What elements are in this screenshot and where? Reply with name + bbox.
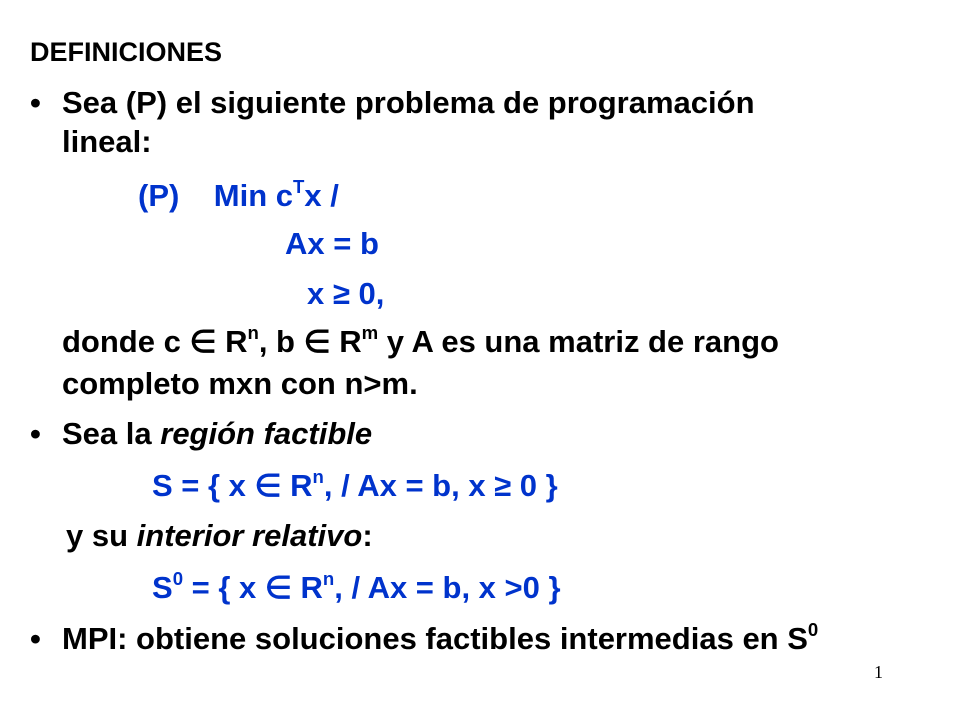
bullet-1-line-2: lineal: [62, 124, 152, 159]
formula-constraint-equality: Ax = b [285, 226, 379, 261]
bullet-1-line-1: Sea (P) el siguiente problema de programación [62, 85, 755, 120]
set-s0-sup-n: n [322, 567, 335, 589]
set-s-sup-n: n [312, 465, 324, 487]
bullet-2-prefix: Sea la [62, 416, 161, 451]
set-s0-part-2: = { x ∈ R [183, 570, 323, 605]
donde-sup-n: n [247, 321, 259, 343]
feasible-region-term: región factible [160, 416, 373, 451]
donde-line-2: completo mxn con n>m. [62, 366, 418, 401]
set-s0-s: S [152, 570, 173, 605]
donde-part-2: , b ∈ R [258, 324, 362, 359]
formula-objective [138, 175, 339, 214]
relative-suffix: : [362, 518, 373, 553]
page-number: 1 [874, 662, 883, 682]
donde-line-1 [62, 321, 779, 360]
transpose-superscript: T [293, 175, 305, 197]
bullet-3-sup: 0 [807, 618, 819, 640]
donde-part-1: donde c ∈ R [62, 324, 248, 359]
bullet-3-text [62, 618, 819, 657]
set-s-part-2: , / Ax = b, x ≥ 0 } [323, 468, 558, 503]
objective-min: Min c [213, 178, 294, 213]
problem-label: (P) [138, 178, 180, 213]
relative-interior-term: interior relativo [136, 518, 363, 553]
donde-sup-m: m [361, 321, 379, 343]
bullet-2-marker: • [30, 416, 41, 451]
page-heading: DEFINICIONES [30, 37, 223, 67]
bullet-2-text [62, 416, 372, 452]
interior-set-definition [152, 567, 561, 606]
bullet-3-marker: • [30, 621, 41, 656]
donde-part-3: y A es una matriz de rango [378, 324, 779, 359]
formula-constraint-nonnegative: x ≥ 0, [307, 276, 385, 311]
bullet-3-main: MPI: obtiene soluciones factibles intermedias en S [62, 621, 808, 656]
bullet-1-marker: • [30, 85, 41, 120]
objective-tail: x / [304, 178, 339, 213]
set-s-part-1: S = { x ∈ R [152, 468, 313, 503]
set-s0-part-3: , / Ax = b, x >0 } [334, 570, 561, 605]
feasible-set-definition [152, 465, 558, 504]
relative-interior-line [66, 518, 373, 554]
set-s0-sup-0: 0 [172, 567, 184, 589]
relative-prefix: y su [66, 518, 137, 553]
